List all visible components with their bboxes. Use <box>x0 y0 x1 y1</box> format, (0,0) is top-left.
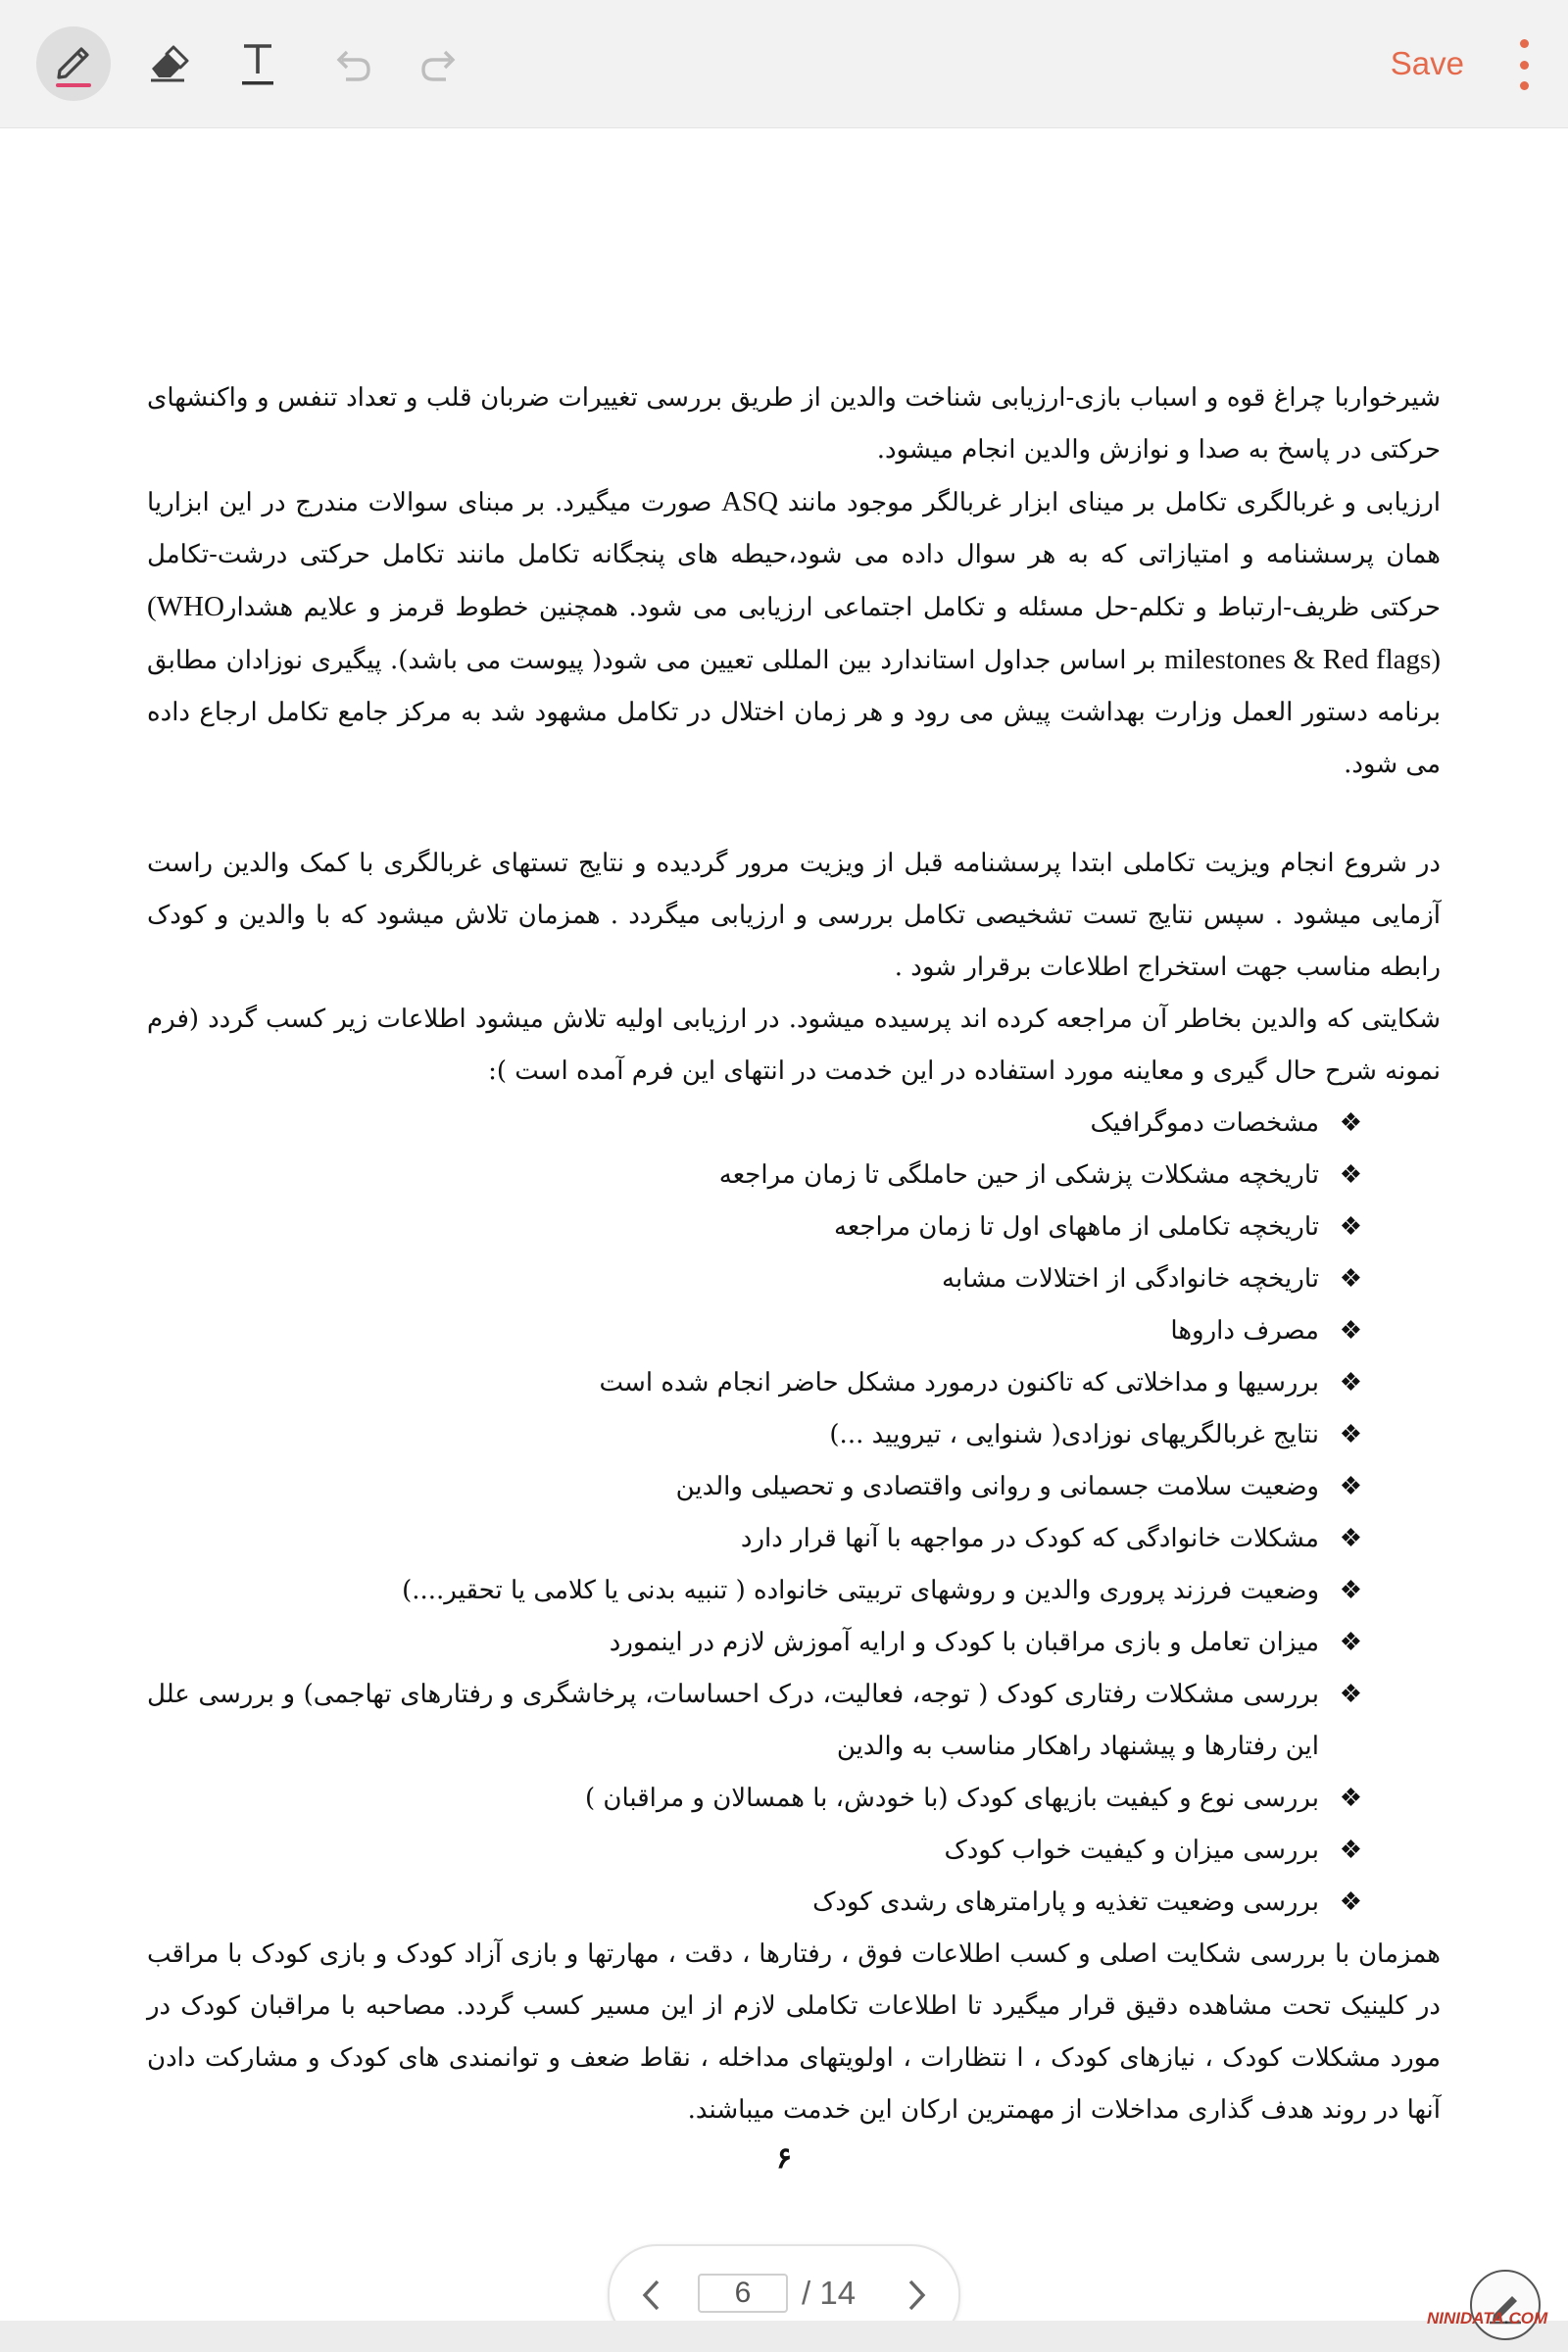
text-icon <box>235 38 280 89</box>
list-item: ❖ بررسی وضعیت تغذیه و پارامترهای رشدی کودک <box>147 1877 1362 1929</box>
document-page <box>147 372 1441 2136</box>
menu-dot <box>1520 81 1529 90</box>
chevron-left-icon <box>641 2278 662 2312</box>
chevron-right-icon <box>906 2278 927 2312</box>
previous-page-button[interactable] <box>637 2276 666 2315</box>
more-options-icon[interactable] <box>1509 39 1539 90</box>
watermark-dot: . <box>1503 2309 1509 2328</box>
pen-icon <box>51 38 96 89</box>
paragraph: همزمان با بررسی شکایت اصلی و کسب اطلاعات فوق ، رفتارها ، دقت ، مهارتها و بازی آزاد کودک و بازی کودک با مراقب در کلینیک تحت مشاهده دقیق قرار میگیرد تا اطلاعات تکاملی لازم از این مسیر کسب گردد. مصاحبه با مراقبان کودک در مورد مشکلات کودک ، نیازهای کودک ، ا نتظارات ، اولویتهای مداخله ، نقاط ضعف و توانمندی های کودک و مشارکت دادن آنها در روند هدف گذاری مداخلات از مهمترین ارکان این خدمت میباشند. <box>147 1939 1441 2125</box>
list-item: ❖ بررسی نوع و کیفیت بازیهای کودک (با خودش، با همسالان و مراقبان ) <box>147 1773 1362 1825</box>
asq-term: ASQ <box>721 486 779 517</box>
list-item: ❖ بررسی مشکلات رفتاری کودک ( توجه، فعالیت، درک احساسات، پرخاشگری و رفتارهای تهاجمی) و بررسی علل این رفتارها و پیشنهاد راهکار مناسب به والدین <box>147 1669 1362 1773</box>
redo-icon <box>418 41 464 86</box>
next-page-button[interactable] <box>902 2276 931 2315</box>
eraser-icon <box>145 41 190 86</box>
list-item: ❖ وضعیت فرزند پروری والدین و روشهای تربیتی خانواده ( تنبیه بدنی یا کلامی یا تحقیر....) <box>147 1565 1362 1617</box>
paragraph-text: بر اساس جداول استاندارد بین المللی تعیین می شود( پیوست می باشد). پیگیری نوزادان مطابق برنامه دستور العمل وزارت بهداشت پیش می رود و هر زمان اختلال در تکامل مشهود شد به مرکز جامع تکامل ارجاع داده می شود. <box>147 646 1441 779</box>
menu-dot <box>1520 61 1529 70</box>
page-number-input[interactable] <box>698 2274 788 2313</box>
watermark-suffix: COM <box>1508 2309 1548 2328</box>
list-item: ❖ مصرف داروها <box>147 1305 1362 1357</box>
list-item: ❖ بررسیها و مداخلاتی که تاکنون درمورد مشکل حاضر انجام شده است <box>147 1357 1362 1409</box>
list-item: ❖ مشکلات خانوادگی که کودک در مواجهه با آنها قرار دارد <box>147 1513 1362 1565</box>
list-item: ❖ تاریخچه تکاملی از ماههای اول تا زمان مراجعه <box>147 1201 1362 1253</box>
total-pages-label: / 14 <box>802 2275 857 2311</box>
edit-fab-button[interactable] <box>1470 2270 1541 2340</box>
watermark-brand: NINIDATA <box>1427 2309 1504 2328</box>
paragraph-gap <box>147 791 1441 838</box>
who-term: (WHO milestones & Red flags) <box>147 591 1441 675</box>
undo-button[interactable] <box>314 26 388 101</box>
annotation-toolbar <box>0 0 1568 128</box>
list-item: ❖ میزان تعامل و بازی مراقبان با کودک و ارایه آموزش لازم در اینمورد <box>147 1617 1362 1669</box>
info-list <box>147 1098 1441 1929</box>
pen-tool-button[interactable] <box>36 26 111 101</box>
list-item: ❖ بررسی میزان و کیفیت خواب کودک <box>147 1825 1362 1877</box>
list-item: ❖ وضعیت سلامت جسمانی و روانی واقتصادی و تحصیلی والدین <box>147 1461 1362 1513</box>
text-tool-button[interactable] <box>220 26 295 101</box>
paragraph: شیرخواربا چراغ قوه و اسباب بازی-ارزیابی شناخت والدین از طریق بررسی تغییرات ضربان قلب و تعداد تنفس و واکنشهای حرکتی در پاسخ به صدا و نوازش والدین انجام میشود. <box>147 383 1441 465</box>
page-number: ۶ <box>775 2141 793 2176</box>
menu-dot <box>1520 39 1529 48</box>
paragraph-text: ارزیابی و غربالگری تکامل بر مینای ابزار غربالگر موجود مانند <box>778 488 1441 517</box>
paragraph-text: صورت میگیرد. بر مبنای سوالات مندرج در این ابزاریا همان پرسشنامه و امتیازاتی که به هر سوال داده می شود،حیطه های پنجگانه تکامل مانند تکامل حرکتی درشت-تکامل حرکتی ظریف-ارتباط و تکلم-حل مسئله و تکامل اجتماعی ارزیابی می شود. همچنین خطوط قرمز و علایم هشدار <box>147 488 1441 622</box>
list-item: ❖ مشخصات دموگرافیک <box>147 1098 1362 1150</box>
undo-icon <box>328 41 373 86</box>
paragraph: در شروع انجام ویزیت تکاملی ابتدا پرسشنامه قبل از ویزیت مرور گردیده و نتایج تستهای غربالگری با کمک والدین راست آزمایی میشود . سپس نتایج تست تشخیصی تکامل بررسی و ارزیابی میگردد . همزمان تلاش میشود که با والدین و کودک رابطه مناسب جهت استخراج اطلاعات برقرار شود . <box>147 849 1441 982</box>
list-item: ❖ تاریخچه خانوادگی از اختلالات مشابه <box>147 1253 1362 1305</box>
paragraph <box>147 476 1441 791</box>
eraser-tool-button[interactable] <box>130 26 205 101</box>
watermark <box>1427 2309 1547 2328</box>
redo-button[interactable] <box>404 26 478 101</box>
save-button[interactable]: Save <box>1391 41 1464 86</box>
list-item: ❖ نتایج غربالگریهای نوزادی( شنوایی ، تیرویید ...) <box>147 1409 1362 1461</box>
paragraph: شکایتی که والدین بخاطر آن مراجعه کرده اند پرسیده میشود. در ارزیابی اولیه تلاش میشود اطلاعات زیر کسب گردد (فرم نمونه شرح حال گیری و معاینه مورد استفاده در این خدمت در انتهای این فرم آمده است ): <box>147 1004 1441 1086</box>
list-item: ❖ تاریخچه مشکلات پزشکی از حین حاملگی تا زمان مراجعه <box>147 1150 1362 1201</box>
bottom-bar <box>0 2321 1568 2352</box>
